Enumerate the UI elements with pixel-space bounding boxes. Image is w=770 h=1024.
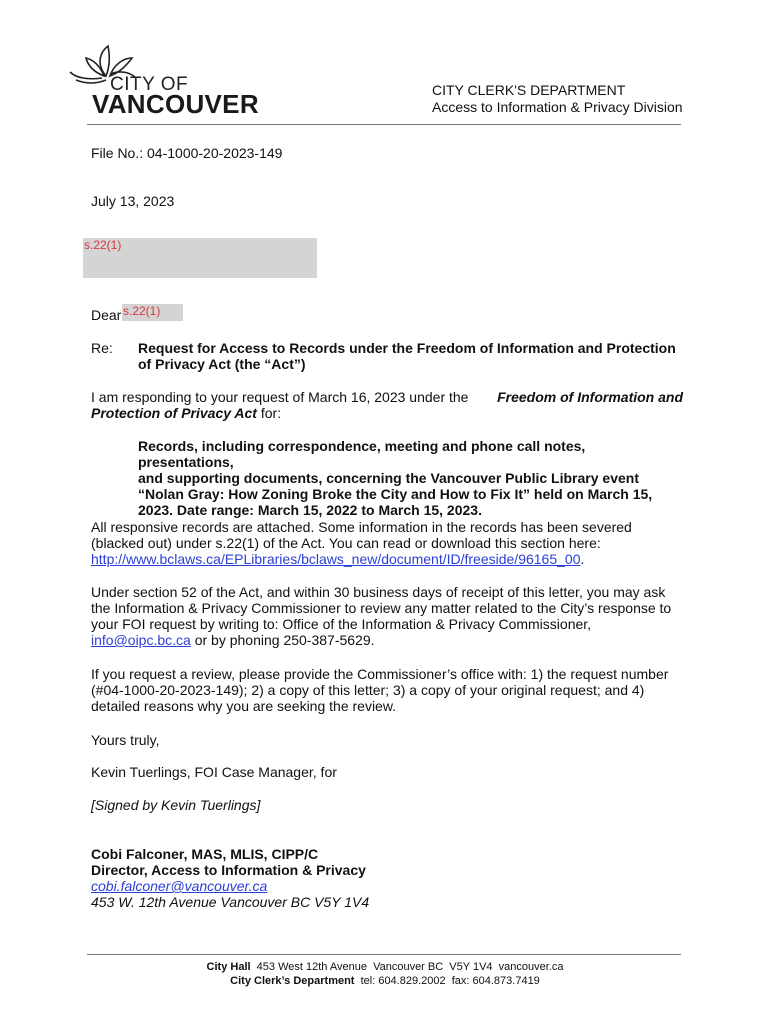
bclaws-link[interactable]: http://www.bclaws.ca/EPLibraries/bclaws_new/document/ID/freeside/96165_00	[91, 551, 581, 567]
department-header	[432, 82, 683, 116]
p4-line2: (#04-1000-20-2023-149); 2) a copy of this letter; 3) a copy of your original request; and 4)	[91, 682, 645, 698]
signature-block	[91, 846, 591, 910]
city-logo	[66, 40, 259, 120]
salutation-text: Dear	[91, 307, 122, 323]
redaction-label: s.22(1)	[84, 238, 122, 252]
p1-act-name-2: Protection of Privacy Act	[91, 405, 257, 421]
p1-suffix: for:	[256, 405, 282, 421]
footer-clerk-dept: City Clerk’s Department	[230, 975, 355, 987]
quote-line-4: 2023. Date range: March 15, 2022 to March 15, 2023.	[138, 502, 482, 518]
salutation	[91, 307, 121, 323]
signed-note: [Signed by Kevin Tuerlings]	[91, 797, 261, 813]
header-divider	[87, 124, 681, 125]
p3-line1: Under section 52 of the Act, and within 30 business days of receipt of this letter, you may ask	[91, 584, 666, 600]
director-address: 453 W. 12th Avenue Vancouver BC V5Y 1V4	[91, 894, 370, 910]
redacted-name	[122, 304, 183, 321]
logo-city-of: CITY OF	[110, 74, 189, 95]
footer	[80, 960, 690, 988]
re-subject-line1: Request for Access to Records under the Freedom of Information and Protection	[138, 340, 676, 356]
redaction-label-name: s.22(1)	[123, 304, 161, 318]
re-subject-line2: of Privacy Act (the “Act”)	[138, 356, 306, 372]
paragraph-review-rights	[91, 584, 691, 648]
paragraph-records	[91, 519, 691, 567]
p2-line2: (blacked out) under s.22(1) of the Act. You can read or download this section here:	[91, 535, 601, 551]
quote-line-2: and supporting documents, concerning the Vancouver Public Library event	[138, 470, 639, 486]
division-name: Access to Information & Privacy Division	[432, 99, 683, 115]
footer-divider	[87, 954, 681, 955]
oipc-email-link[interactable]: info@oipc.bc.ca	[91, 632, 191, 648]
re-subject	[138, 340, 683, 372]
request-description	[138, 438, 683, 518]
p4-line1: If you request a review, please provide the Commissioner’s office with: 1) the request number	[91, 666, 669, 682]
p3-after-email: or by phoning 250-387-5629.	[190, 632, 375, 648]
file-number: File No.: 04-1000-20-2023-149	[91, 145, 283, 161]
p1-prefix: I am responding to your request of March 16, 2023 under the	[91, 389, 473, 405]
closing: Yours truly,	[91, 732, 160, 748]
redacted-address	[83, 238, 317, 278]
re-label: Re:	[91, 340, 113, 356]
footer-line2: tel: 604.829.2002 fax: 604.873.7419	[354, 975, 540, 987]
director-email-link[interactable]: cobi.falconer@vancouver.ca	[91, 878, 268, 894]
p2-line1: All responsive records are attached. Some information in the records has been severed	[91, 519, 632, 535]
letter-date: July 13, 2023	[91, 193, 175, 209]
p2-link-end: .	[580, 551, 585, 567]
paragraph-review-request	[91, 666, 691, 714]
director-title: Director, Access to Information & Privacy	[91, 862, 366, 878]
p1-act-name-1: Freedom of Information and	[497, 389, 683, 405]
p4-line3: detailed reasons why you are seeking the review.	[91, 698, 397, 714]
director-name: Cobi Falconer, MAS, MLIS, CIPP/C	[91, 846, 319, 862]
department-name: CITY CLERK'S DEPARTMENT	[432, 82, 626, 98]
signer-line: Kevin Tuerlings, FOI Case Manager, for	[91, 764, 337, 780]
paragraph-request	[91, 389, 683, 421]
footer-line1: 453 West 12th Avenue Vancouver BC V5Y 1V4 vancouver.ca	[250, 961, 564, 973]
footer-city-hall: City Hall	[206, 961, 251, 973]
logo-vancouver: VANCOUVER	[92, 89, 259, 119]
p3-line2: the Information & Privacy Commissioner to review any matter related to the City’s response to	[91, 600, 672, 616]
quote-line-3: “Nolan Gray: How Zoning Broke the City and How to Fix It” held on March 15,	[138, 486, 653, 502]
p3-line3: your FOI request by writing to: Office of the Information & Privacy Commissioner,	[91, 616, 592, 632]
quote-line-1: Records, including correspondence, meeting and phone call notes, presentations,	[138, 438, 586, 470]
